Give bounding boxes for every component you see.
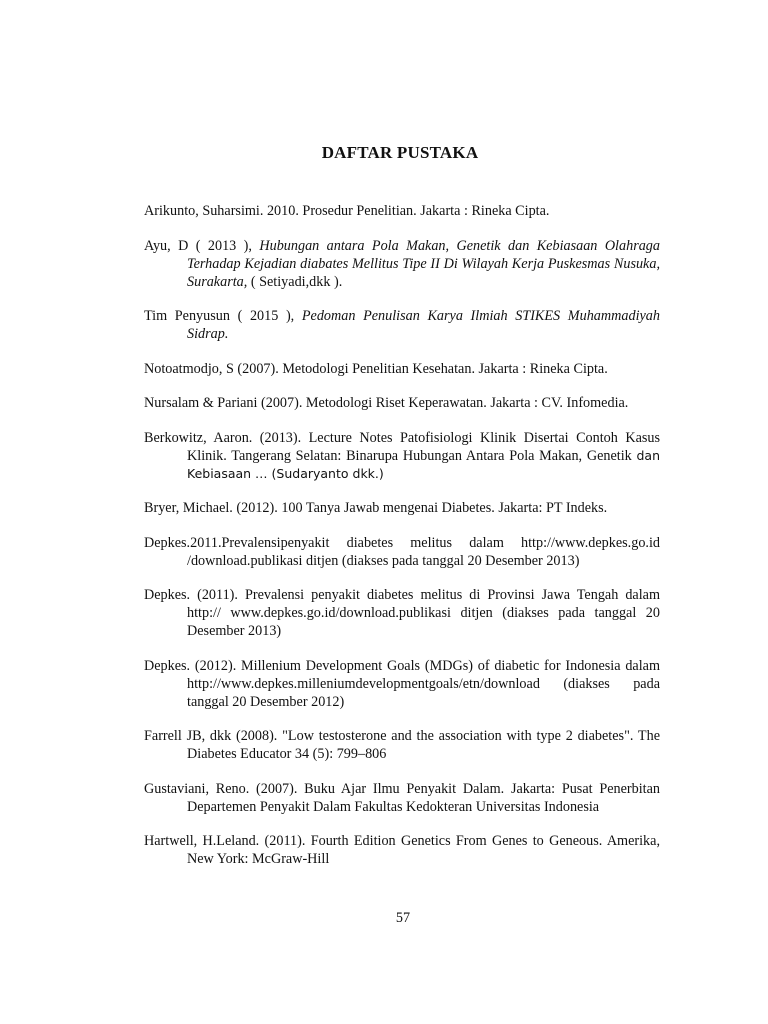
reference-text: ( Setiyadi,dkk ). <box>247 273 343 290</box>
reference-text: Hartwell, H.Leland. (2011). Fourth Edition Genetics From Genes to Geneous. Amerika, New York: McGraw-Hill <box>144 833 660 867</box>
reference-entry <box>144 237 660 291</box>
reference-entry <box>144 657 660 711</box>
reference-text: Nursalam & Pariani (2007). Metodologi Riset Keperawatan. Jakarta : CV. Infomedia. <box>144 395 629 411</box>
reference-entry <box>144 307 660 343</box>
reference-text: Arikunto, Suharsimi. 2010. Prosedur Penelitian. Jakarta : Rineka Cipta. <box>144 203 550 219</box>
reference-entry <box>144 202 660 220</box>
reference-entry <box>144 360 660 378</box>
reference-text: Depkes. (2011). Prevalensi penyakit diabetes melitus di Provinsi Jawa Tengah dalam http:// www.depkes.go.id/download.publikasi ditjen (diakses pada tanggal 20 Desember 2013) <box>144 587 660 639</box>
reference-entry <box>144 832 660 868</box>
reference-text: Pedoman Penulisan Karya Ilmiah STIKES Muhammadiyah Sidrap. <box>187 308 660 342</box>
reference-entry <box>144 534 660 570</box>
page-title: DAFTAR PUSTAKA <box>321 143 479 162</box>
reference-entry <box>144 499 660 517</box>
reference-list <box>144 202 660 868</box>
reference-text: Farrell JB, dkk (2008). "Low testosterone and the association with type 2 diabetes". The Diabetes Educator 34 (5): 799–806 <box>144 728 660 762</box>
reference-text: Depkes.2011.Prevalensipenyakit diabetes melitus dalam http://www.depkes.go.id /download.publikasi ditjen (diakses pada tanggal 20 Desember 2013) <box>144 534 660 569</box>
reference-entry <box>144 429 660 483</box>
reference-entry <box>144 394 660 412</box>
reference-text: Depkes. (2012). Millenium Development Goals (MDGs) of diabetic for Indonesia dalam http://www.depkes.milleniumdevelopmentgoals/etn/download (diakses pada tanggal 20 Desember 2012) <box>144 657 660 710</box>
page-number: 57 <box>395 910 411 926</box>
reference-entry <box>144 727 660 763</box>
reference-text: Tim Penyusun ( 2015 ), <box>144 308 302 324</box>
reference-text: Notoatmodjo, S (2007). Metodologi Penelitian Kesehatan. Jakarta : Rineka Cipta. <box>144 360 608 377</box>
reference-text: dan Kebiasaan … (Sudaryanto dkk.) <box>187 447 660 481</box>
reference-entry <box>144 780 660 816</box>
reference-text: Gustaviani, Reno. (2007). Buku Ajar Ilmu Penyakit Dalam. Jakarta: Pusat Penerbitan Departemen Penyakit Dalam Fakultas Kedokteran Universitas Indonesia <box>144 780 660 815</box>
reference-text: Hubungan antara Pola Makan, Genetik dan Kebiasaan Olahraga Terhadap Kejadian diabates Mellitus Tipe II Di Wilayah Kerja Puskesmas Nusuka, Surakarta, <box>187 237 660 290</box>
reference-text: Ayu, D ( 2013 ), <box>144 237 260 254</box>
reference-text: Bryer, Michael. (2012). 100 Tanya Jawab mengenai Diabetes. Jakarta: PT Indeks. <box>144 500 608 516</box>
reference-text: Berkowitz, Aaron. (2013). Lecture Notes Patofisiologi Klinik Disertai Contoh Kasus Klinik. Tangerang Selatan: Binarupa Hubungan Antara Pola Makan, Genetik <box>144 429 660 464</box>
reference-entry <box>144 586 660 640</box>
